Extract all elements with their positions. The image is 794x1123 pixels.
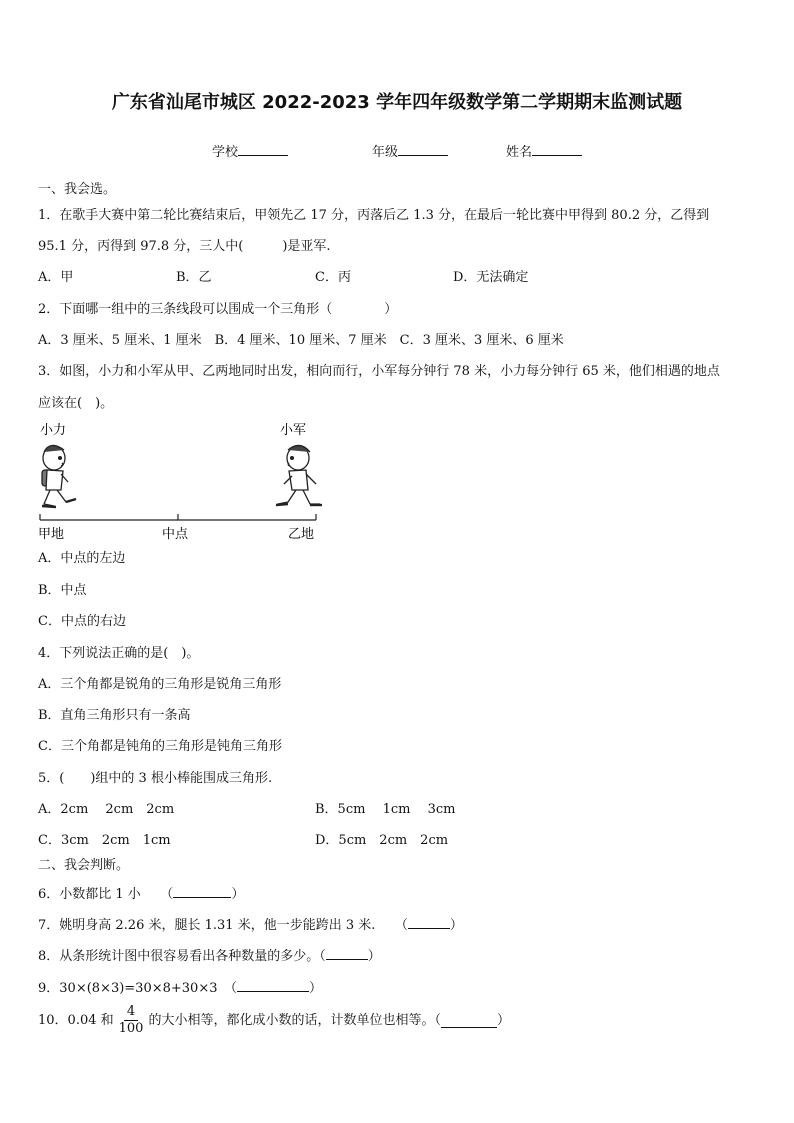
label-midpoint: 中点 — [162, 527, 189, 542]
label-xiaojun: 小军 — [280, 423, 307, 438]
q3-option-a[interactable]: A．中点的左边 — [38, 551, 126, 566]
q7-answer-blank[interactable] — [408, 915, 450, 929]
page-title: 广东省汕尾市城区 2022-2023 学年四年级数学第二学期期末监测试题 — [111, 92, 683, 113]
label-yidi: 乙地 — [288, 527, 315, 542]
name-field — [506, 142, 582, 161]
q5-option-c[interactable]: C．3cm 2cm 1cm — [38, 833, 171, 848]
q4-text: 4．下列说法正确的是( )。 — [38, 646, 200, 661]
section-heading-judge: 二、我会判断。 — [38, 858, 130, 873]
q8-close: ） — [367, 949, 381, 964]
q1-option-a[interactable]: A．甲 — [38, 270, 74, 285]
q10-close: ） — [496, 1012, 510, 1028]
name-label: 姓名 — [506, 145, 533, 160]
q5-option-a[interactable]: A．2cm 2cm 2cm — [38, 802, 175, 817]
q9-close: ） — [308, 981, 322, 996]
label-jiadi: 甲地 — [38, 527, 65, 542]
q5-option-d[interactable]: D．5cm 2cm 2cm — [315, 833, 449, 848]
q9-text: 9．30×(8×3)=30×8+30×3 （ — [38, 981, 237, 996]
grade-blank[interactable] — [398, 142, 448, 156]
q6 — [38, 884, 244, 903]
q3-option-c[interactable]: C．中点的右边 — [38, 614, 126, 629]
q2-text: 2．下面哪一组中的三条线段可以围成一个三角形（ ） — [38, 302, 398, 317]
q5-option-b[interactable]: B．5cm 1cm 3cm — [315, 802, 456, 817]
q9 — [38, 978, 322, 997]
q4-option-b[interactable]: B．直角三角形只有一条高 — [38, 708, 191, 723]
distance-line — [40, 514, 316, 520]
q4-option-c[interactable]: C．三个角都是钝角的三角形是钝角三角形 — [38, 739, 282, 754]
q7-text: 7．姚明身高 2.26 米，腿长 1.31 米，他一步能跨出 3 米. （ — [38, 918, 408, 933]
q7-close: ） — [449, 918, 463, 933]
q10-fraction — [116, 1004, 147, 1037]
school-field — [212, 142, 288, 161]
school-label: 学校 — [212, 145, 239, 160]
q10 — [38, 1004, 510, 1037]
q1-line1: 1．在歌手大赛中第二轮比赛结束后，甲领先乙 17 分，丙落后乙 1.3 分，在最后一轮比赛中甲得到 80.2 分，乙得到 — [38, 208, 710, 223]
q10-text-pre: 10．0.04 和 — [38, 1012, 114, 1028]
boy-xiaoli-icon — [42, 445, 76, 507]
q9-answer-blank[interactable] — [237, 978, 309, 992]
q3-option-b[interactable]: B．中点 — [38, 583, 87, 598]
q1-option-d[interactable]: D．无法确定 — [453, 270, 529, 285]
q8-text: 8．从条形统计图中很容易看出各种数量的多少。（ — [38, 949, 326, 964]
q1-line2: 95.1 分，丙得到 97.8 分，三人中( )是亚军. — [38, 239, 331, 254]
q8-answer-blank[interactable] — [326, 946, 368, 960]
label-xiaoli: 小力 — [40, 423, 67, 438]
q4-option-a[interactable]: A．三个角都是锐角的三角形是锐角三角形 — [38, 677, 282, 692]
boy-xiaojun-icon — [276, 445, 322, 505]
q6-close: ） — [231, 887, 245, 902]
q3-line2: 应该在( )。 — [38, 396, 114, 411]
grade-field — [372, 142, 448, 161]
q3-line1: 3．如图，小力和小军从甲、乙两地同时出发，相向而行，小军每分钟行 78 米，小力每分钟行 65 米，他们相遇的地点 — [38, 364, 720, 379]
school-blank[interactable] — [238, 142, 288, 156]
q3-figure — [30, 418, 350, 546]
name-blank[interactable] — [532, 142, 582, 156]
q2-options[interactable]: A．3 厘米、5 厘米、1 厘米 B．4 厘米、10 厘米、7 厘米 C．3 厘米、3 厘米、6 厘米 — [38, 333, 564, 348]
q5-text: 5．( )组中的 3 根小棒能围成三角形. — [38, 771, 273, 786]
q6-answer-blank[interactable] — [173, 884, 231, 898]
grade-label: 年级 — [372, 145, 399, 160]
q7 — [38, 915, 463, 934]
fraction-denominator: 100 — [118, 1021, 144, 1036]
q1-option-c[interactable]: C．丙 — [315, 270, 351, 285]
q1-option-b[interactable]: B．乙 — [176, 270, 212, 285]
fraction-numerator: 4 — [124, 1004, 138, 1021]
q6-text: 6．小数都比 1 小 （ — [38, 887, 174, 902]
q10-text-post: 的大小相等，都化成小数的话，计数单位也相等。（ — [148, 1012, 441, 1028]
section-heading-choice: 一、我会选。 — [38, 182, 117, 197]
q10-answer-blank[interactable] — [441, 1014, 497, 1028]
q8 — [38, 946, 381, 965]
